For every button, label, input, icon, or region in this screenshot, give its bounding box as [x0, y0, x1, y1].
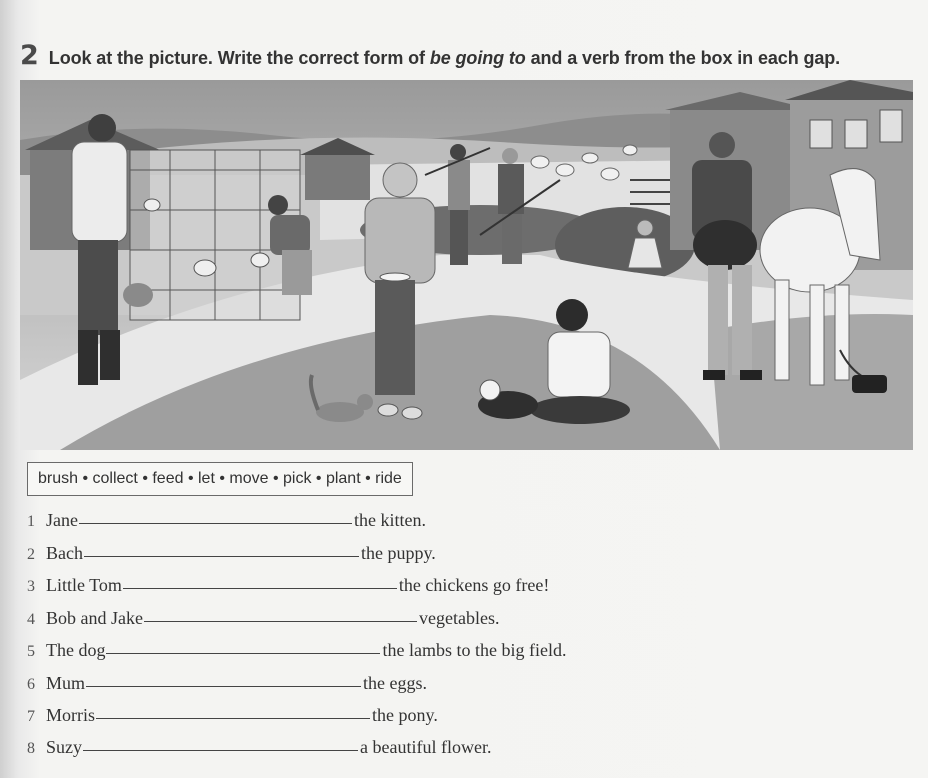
exercise-item-4 — [27, 608, 687, 636]
item-completion: the puppy. — [360, 543, 436, 563]
exercise-item-3 — [27, 575, 687, 603]
word-list: brush • collect • feed • let • move • pick • plant • ride — [38, 470, 402, 487]
item-number: 7 — [27, 708, 35, 725]
item-subject: Morris — [46, 705, 95, 725]
answer-blank[interactable] — [123, 587, 397, 589]
item-number: 4 — [27, 611, 35, 628]
item-completion: the eggs. — [363, 673, 427, 693]
item-number: 2 — [27, 546, 35, 563]
item-subject: Jane — [46, 510, 78, 530]
item-subject: Suzy — [46, 737, 82, 757]
answer-blank[interactable] — [106, 652, 380, 654]
item-completion: vegetables. — [418, 608, 500, 628]
item-subject: Little Tom — [46, 575, 122, 595]
farm-scene-drawing — [20, 80, 913, 450]
item-number: 8 — [27, 740, 35, 757]
instruction-suffix: and a verb from the box in each gap. — [525, 48, 841, 68]
item-number: 6 — [27, 676, 35, 693]
answer-blank[interactable] — [144, 620, 417, 622]
instruction-emphasis: be going to — [429, 48, 526, 68]
exercise-number: 2 — [20, 40, 39, 71]
exercise-item-8 — [27, 737, 687, 765]
exercise-heading — [20, 40, 840, 74]
exercise-item-5 — [27, 640, 687, 668]
answer-blank[interactable] — [83, 749, 358, 751]
item-completion: the kitten. — [353, 510, 426, 530]
item-number: 1 — [27, 513, 35, 530]
answer-blank[interactable] — [79, 522, 352, 524]
exercise-item-2 — [27, 543, 687, 571]
answer-blank[interactable] — [84, 555, 359, 557]
item-completion: the pony. — [372, 705, 438, 725]
item-completion: the chickens go free! — [398, 575, 550, 595]
item-subject: Bob and Jake — [46, 608, 143, 628]
answer-blank[interactable] — [96, 717, 370, 719]
item-completion: a beautiful flower. — [360, 737, 492, 757]
item-completion: the lambs to the big field. — [382, 640, 567, 660]
answer-blank[interactable] — [86, 685, 361, 687]
item-number: 3 — [27, 578, 35, 595]
exercise-item-6 — [27, 673, 687, 701]
instruction-prefix: Look at the picture. Write the correct form of — [48, 48, 430, 68]
item-subject: Bach — [46, 543, 83, 563]
item-subject: Mum — [46, 673, 86, 693]
item-subject: The dog — [46, 640, 106, 660]
word-box — [27, 462, 413, 496]
exercise-item-7 — [27, 705, 687, 733]
farm-illustration — [20, 80, 913, 450]
exercise-instruction — [49, 48, 840, 69]
item-number: 5 — [27, 643, 35, 660]
exercise-item-1 — [27, 510, 687, 538]
